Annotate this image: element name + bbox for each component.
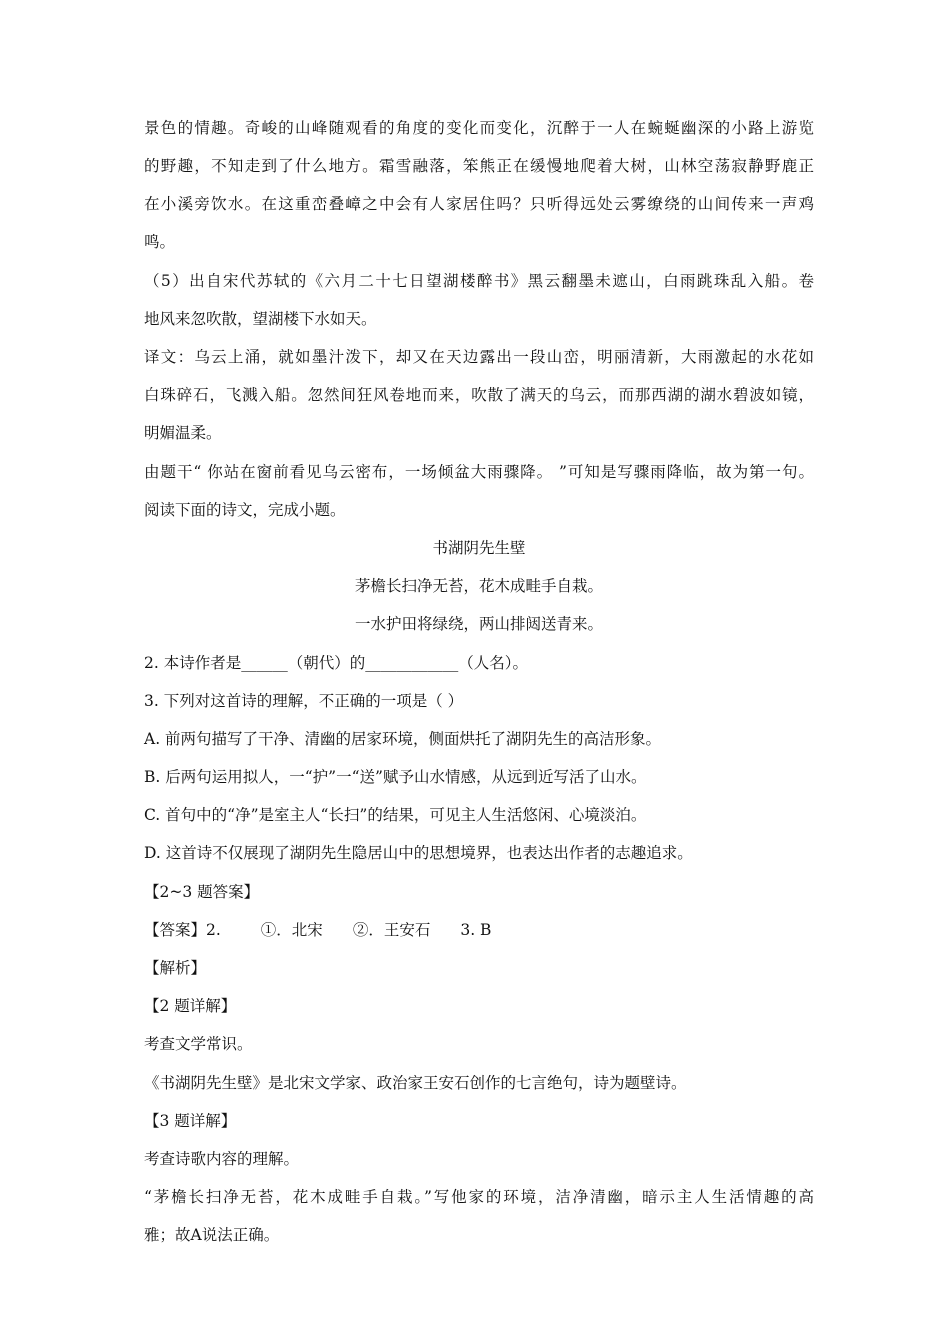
paragraph-line: 在小溪旁饮水。在这重峦叠嶂之中会有人家居住吗？只听得远处云雾缭绕的山间传来一声鸡 bbox=[144, 195, 814, 213]
poem-line: 茅檐长扫净无苔，花木成畦手自栽。 bbox=[354, 577, 603, 595]
analysis-line: 考查文学常识。 bbox=[144, 1035, 253, 1053]
option-b: B. 后两句运用拟人，一“护”一“送”赋予山水情感，从远到近写活了山水。 bbox=[144, 768, 647, 786]
option-d: D. 这首诗不仅展现了湖阴先生隐居山中的思想境界，也表达出作者的志趣追求。 bbox=[144, 844, 693, 862]
question-3: 3. 下列对这首诗的理解，不正确的一项是（ ） bbox=[144, 692, 464, 710]
poem-line: 一水护田将绿绕，两山排闼送青来。 bbox=[354, 615, 603, 633]
paragraph-line: 地风来忽吹散，望湖楼下水如天。 bbox=[144, 310, 377, 328]
translation-line: 明媚温柔。 bbox=[144, 424, 222, 442]
answer-line bbox=[144, 919, 814, 941]
translation-line: 译文：乌云上涌，就如墨汁泼下，却又在天边露出一段山峦，明丽清新，大雨激起的水花如 bbox=[144, 348, 814, 366]
translation-line: 白珠碎石，飞溅入船。忽然间狂风卷地而来，吹散了满天的乌云，而那西湖的湖水碧波如镜， bbox=[144, 386, 814, 404]
option-c: C. 首句中的“净”是室主人“长扫”的结果，可见主人生活悠闲、心境淡泊。 bbox=[144, 806, 647, 824]
answer-2: ②．王安石 bbox=[352, 921, 431, 939]
analysis-line: 雅；故A说法正确。 bbox=[144, 1226, 280, 1244]
paragraph-line: 鸣。 bbox=[144, 233, 176, 251]
paragraph-line: 的野趣，不知走到了什么地方。霜雪融落，笨熊正在缓慢地爬着大树，山林空荡寂静野鹿正 bbox=[144, 157, 814, 175]
instruction-line: 阅读下面的诗文，完成小题。 bbox=[144, 501, 346, 519]
paragraph-line: 由题干“ 你站在窗前看见乌云密布，一场倾盆大雨骤降。 ”可知是写骤雨降临，故为第一句。 bbox=[144, 463, 814, 481]
paragraph-line: 景色的情趣。奇峻的山峰随观看的角度的变化而变化，沉醉于一人在蜿蜒幽深的小路上游览 bbox=[144, 119, 814, 137]
q3-detail-header: 【3 题详解】 bbox=[144, 1112, 237, 1130]
question-2: 2. 本诗作者是______（朝代）的____________（人名）。 bbox=[144, 654, 528, 672]
analysis-header: 【解析】 bbox=[144, 959, 207, 977]
answer-label: 【答案】2. bbox=[144, 921, 221, 939]
poem-title: 书湖阴先生壁 bbox=[432, 539, 526, 557]
analysis-line: 考查诗歌内容的理解。 bbox=[144, 1150, 300, 1168]
analysis-line: “茅檐长扫净无苔，花木成畦手自栽。”写他家的环境，洁净清幽，暗示主人生活情趣的高 bbox=[144, 1188, 814, 1206]
option-a: A. 前两句描写了干净、清幽的居家环境，侧面烘托了湖阴先生的高洁形象。 bbox=[144, 730, 662, 748]
q2-detail-header: 【2 题详解】 bbox=[144, 997, 237, 1015]
analysis-line: 《书湖阴先生壁》是北宋文学家、政治家王安石创作的七言绝句，诗为题壁诗。 bbox=[144, 1074, 687, 1092]
paragraph-line: （5）出自宋代苏轼的《六月二十七日望湖楼醉书》黑云翻墨未遮山，白雨跳珠乱入船。卷 bbox=[144, 272, 814, 290]
answer-1: ①．北宋 bbox=[260, 921, 323, 939]
answer-header: 【2~3 题答案】 bbox=[144, 883, 260, 901]
answer-3: 3. B bbox=[460, 921, 492, 939]
